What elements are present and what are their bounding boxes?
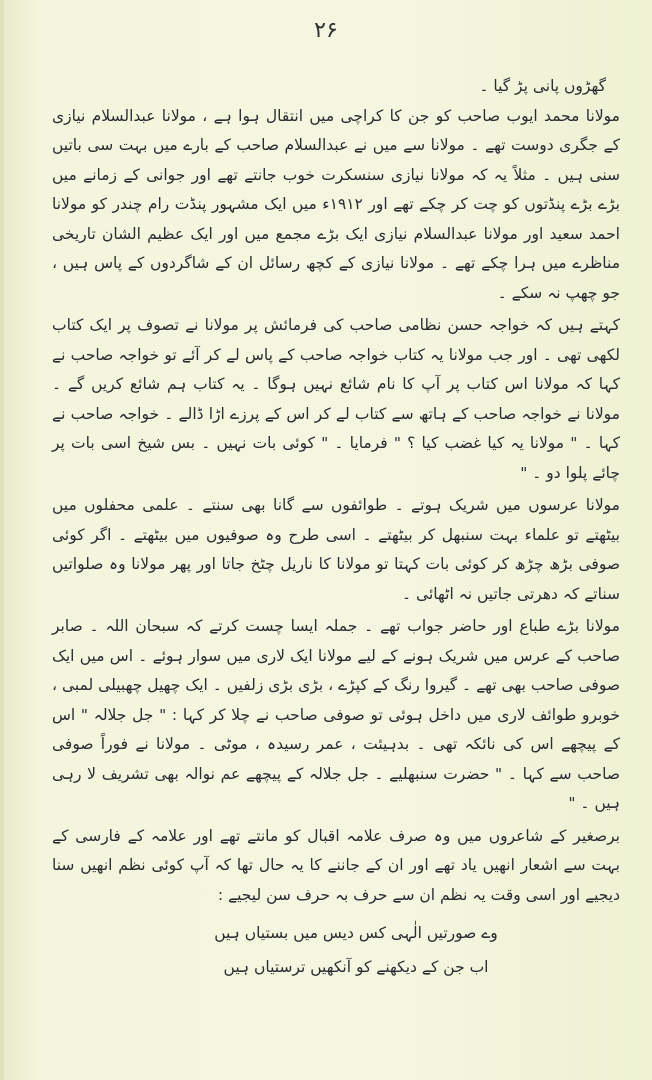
page-number: ۲۶ <box>314 18 338 43</box>
verse-block <box>52 916 620 984</box>
paragraph-hasan-nizami-book: کہتے ہیں کہ خواجہ حسن نظامی صاحب کی فرمائش پر مولانا نے تصوف پر ایک کتاب لکھی تھی ۔ اور جب مولانا یہ کتاب خواجہ صاحب کے پاس لے کر آئے تو خواجہ صاحب نے کہا کہ مولانا اس کتاب پر آپ کا نام شائع نہیں ہوگا ۔ یہ کتاب ہم شائع کریں گے ۔ مولانا نے خواجہ صاحب کے ہاتھ سے کتاب لے کر اس کے پرزے اڑا ڈالے ۔ خواجہ صاحب نے کہا ۔ " مولانا یہ کیا غضب کیا ؟ " فرمایا ۔ " کوئی بات نہیں ۔ بس شیخ اسی بات پر چائے پلوا دو ۔ " <box>52 316 620 482</box>
paragraph-urs-and-sufis: مولانا عرسوں میں شریک ہوتے ۔ طوائفوں سے گانا بھی سنتے ۔ علمی محفلوں میں بیٹھتے تو علماء بہت سنبھل کر بیٹھتے ۔ اسی طرح وہ صوفیوں میں بیٹھتے ۔ اگر کوئی صوفی بڑھ چڑھ کر کوئی بات کہتا تو مولانا کا ناریل چٹخ جاتا اور پھر مولانا وہ صلواتیں سناتے کہ دھرتی جاتیں نہ اٹھائی ۔ <box>52 496 620 603</box>
paragraph-lorry-anecdote: مولانا بڑے طباع اور حاضر جواب تھے ۔ جملہ ایسا چست کرتے کہ سبحان اللہ ۔ صابر صاحب کے عرس میں شریک ہونے کے لیے مولانا ایک لاری میں سوار ہوئے ۔ اس میں ایک صوفی صاحب بھی تھے ۔ گیروا رنگ کے کپڑے ، بڑی بڑی زلفیں ۔ ایک چھیل چھبیلی لمبی ، خوبرو طوائف لاری میں داخل ہوئی تو صوفی صاحب نے چلا کر کہا : " جل جلالہ " اس کے پیچھے اس کی نائکہ تھی ۔ بدہیئت ، عمر رسیدہ ، موٹی ۔ مولانا نے فوراً صوفی صاحب سے کہا ۔ " حضرت سنبھلیے ۔ جل جلالہ کے پیچھے عم نوالہ بھی تشریف لا رہی ہیں ۔ " <box>52 617 620 812</box>
verse-line: وے صورتیں الٰہی کس دیس میں بستیاں ہیں <box>214 924 498 942</box>
page-body <box>52 72 620 984</box>
paragraph-iqbal-poetry: برصغیر کے شاعروں میں وہ صرف علامہ اقبال کو مانتے تھے اور علامہ کے فارسی کے بہت سے اشعار انھیں یاد تھے اور ان کے جاننے کا یہ حال تھا کہ آپ کوئی نظم انھیں سنا دیجیے اور اسی وقت یہ نظم ان سے حرف بہ حرف سن لیجیے : <box>52 826 620 904</box>
paragraph-ayub-niazi: مولانا محمد ایوب صاحب کو جن کا کراچی میں انتقال ہوا ہے ، مولانا عبدالسلام نیازی کے جگری دوست تھے ۔ مولانا سے میں نے عبدالسلام صاحب کے بارے میں بہت سی باتیں سنی ہیں ۔ مثلاً یہ کہ مولانا نیازی سنسکرت خوب جانتے تھے اور جوانی کے زمانے میں بڑے بڑے پنڈتوں کو چت کر چکے تھے اور ۱۹۱۲ء میں ایک مشہور پنڈت رام چندر کو مولانا احمد سعید اور مولانا عبدالسلام نیازی ایک بڑے مجمع میں اور ایک عظیم الشان تاریخی مناظرے میں ہرا چکے تھے ۔ مولانا نیازی کے کچھ رسائل ان کے شاگردوں کے پاس ہیں ، جو چھپ نہ سکے ۔ <box>52 106 620 302</box>
page-edge <box>0 0 4 1080</box>
section-heading: گھڑوں پانی پڑ گیا ۔ <box>479 77 606 95</box>
verse-line: اب جن کے دیکھنے کو آنکھیں ترستیاں ہیں <box>223 958 489 976</box>
